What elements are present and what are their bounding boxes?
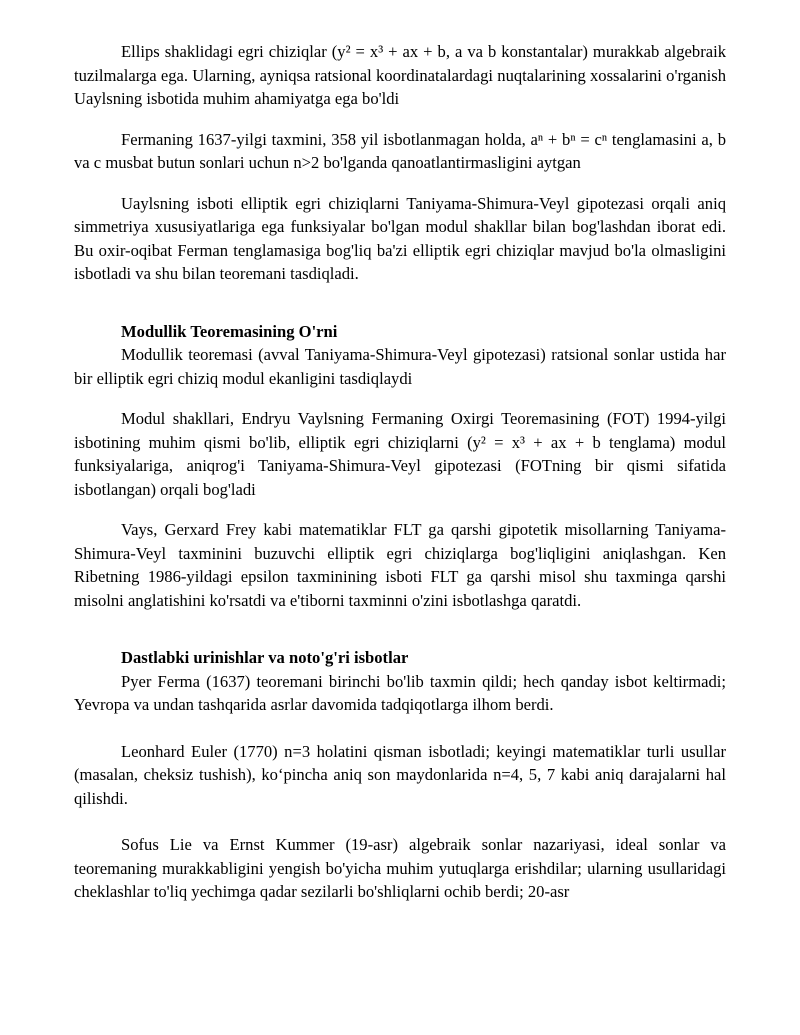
paragraph-wiles-proof: Uaylsning isboti elliptik egri chiziqlarni Taniyama-Shimura-Veyl gipotezasi orqali aniq simmetriya xususiyatlariga ega funksiyalar bo'lgan modul shakllar bilan bog'lashdan iborat edi. Bu oxir-oqibat Ferman tenglamasiga bog'liq ba'zi elliptik egri chiziqlar mavjud bo'la olmasligini isbotladi va shu bilan teoremani tasdiqladi. [74, 193, 726, 283]
paragraph-fermat-1637: Pyer Ferma (1637) teoremani birinchi bo'lib taxmin qildi; hech qanday isbot keltirmadi; Yevropa va undan tashqarida asrlar davomida tadqiqotlarga ilhom berdi. [74, 671, 726, 714]
paragraph-frey-ribet: Vays, Gerxard Frey kabi matematiklar FLT ga qarshi gipotetik misollarning Taniyama-Shimura-Veyl taxminini buzuvchi elliptik egri chiziqlarga bog'liqligini aniqlashgan. Ken Ribetning 1986-yildagi epsilon taxminining isboti FLT ga qarshi misol shu taxminga qarshi misolni anglatishini ko'rsatdi va e'tiborni taxminni o'zini isbotlashga qaratdi. [74, 520, 726, 610]
paragraph-modularity-theorem: Modullik teoremasi (avval Taniyama-Shimura-Veyl gipotezasi) ratsional sonlar ustida har bir elliptik egri chiziq modul ekanligini tasdiqlaydi [74, 345, 726, 388]
section-heading-modularity: Modullik Teoremasining O'rni [121, 321, 338, 341]
paragraph-euler-1770: Leonhard Euler (1770) n=3 holatini qisman isbotladi; keyingi matematiklar turli usullar (masalan, cheksiz tushish), ko‘pincha aniq son maydonlarida n=4, 5, 7 kabi aniq darajalarni hal qilishdi. [74, 741, 726, 808]
paragraph-fermat-conjecture: Fermaning 1637-yilgi taxmini, 358 yil isbotlanmagan holda, aⁿ + bⁿ = cⁿ tenglamasini a, b va c musbat butun sonlari uchun n>2 bo'lganda qanoatlantirmasligini aytgan [74, 129, 726, 172]
paragraph-lie-kummer: Sofus Lie va Ernst Kummer (19-asr) algebraik sonlar nazariyasi, ideal sonlar va teoremaning murakkabligini yengish bo'yicha muhim yutuqlarga erishdilar; ularning usullaridagi cheklashlar to'liq yechimga qadar sezilarli bo'shliqlarni ochib berdi; 20-asr [74, 835, 726, 901]
section-heading-early-attempts: Dastlabki urinishlar va noto'g'ri isbotlar [121, 648, 409, 667]
paragraph-modular-forms: Modul shakllari, Endryu Vaylsning Fermaning Oxirgi Teoremasining (FOT) 1994-yilgi isbotining muhim qismi bo'lib, elliptik egri chiziqlarni (y² = x³ + ax + b tenglama) modul funksiyalariga, aniqrog'i Taniyama-Shimura-Veyl gipotezasi (FOTning bir qismi sifatida isbotlangan) orqali bog'ladi [74, 409, 726, 499]
paragraph-ellipse-curves: Ellips shaklidagi egri chiziqlar (y² = x³ + ax + b, a va b konstantalar) murakkab algebraik tuzilmalarga ega. Ularning, ayniqsa ratsional koordinatalardagi nuqtalarining xossalarini o'rganish Uaylsning isbotida muhim ahamiyatga ega bo'ldi [74, 42, 726, 108]
